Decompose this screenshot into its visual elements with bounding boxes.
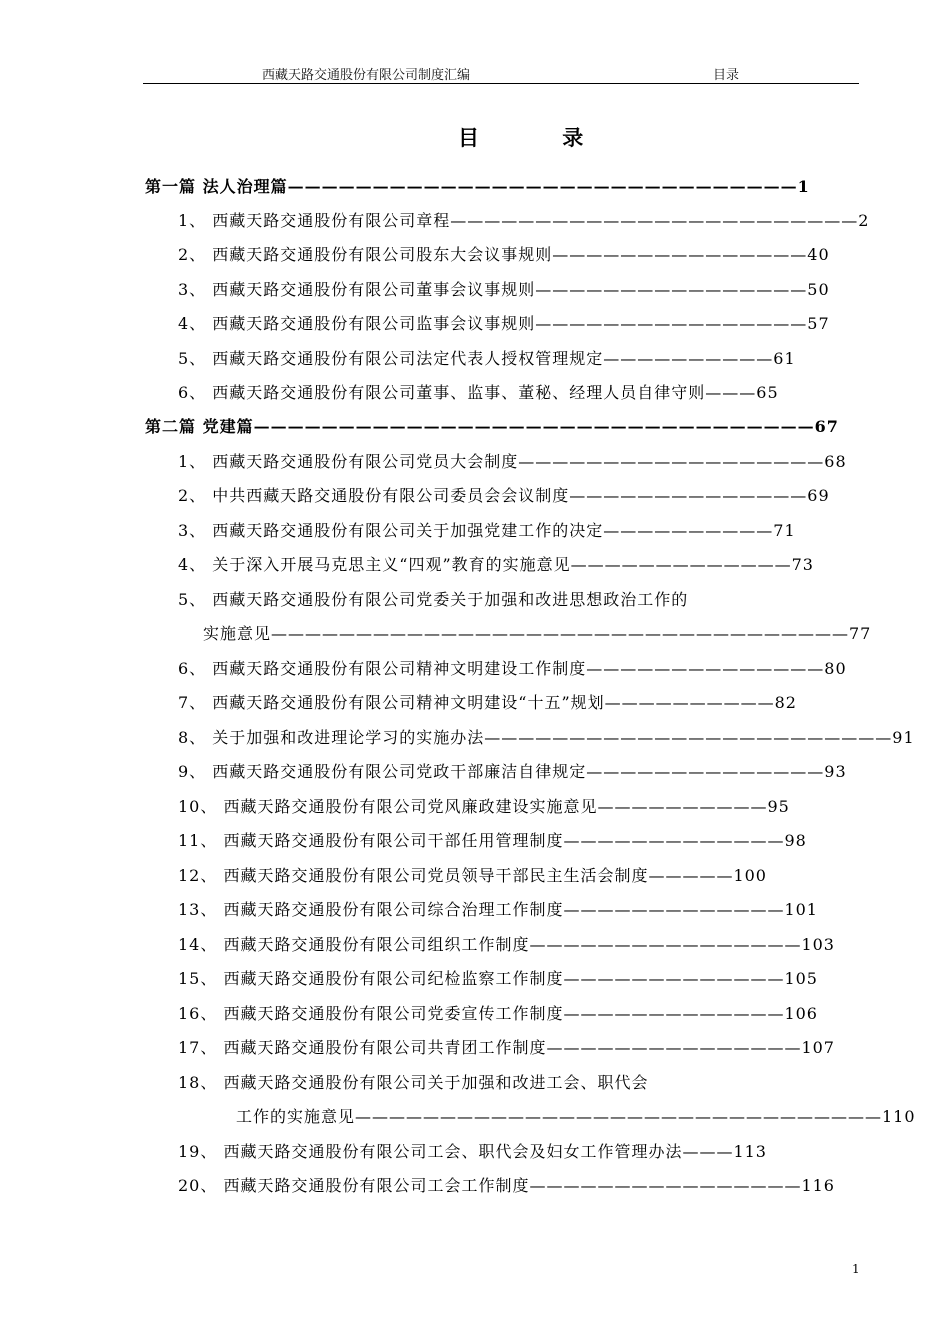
toc-item-continued[interactable]: 工作的实施意见———————————————————————————————110 [236,1107,916,1126]
toc-item[interactable]: 16、 西藏天路交通股份有限公司党委宣传工作制度—————————————106 [178,1004,818,1023]
toc-item[interactable]: 6、 西藏天路交通股份有限公司精神文明建设工作制度——————————————80 [178,659,847,678]
toc-part-2[interactable]: 第二篇 党建篇—————————————————————————————————67 [145,417,839,436]
header-right: 目录 [713,68,740,83]
toc-item[interactable]: 4、 西藏天路交通股份有限公司监事会议事规则————————————————57 [178,314,830,333]
toc-item[interactable]: 5、 西藏天路交通股份有限公司法定代表人授权管理规定——————————61 [178,349,796,368]
toc-item[interactable]: 10、 西藏天路交通股份有限公司党风廉政建设实施意见——————————95 [178,797,790,816]
header-left: 西藏天路交通股份有限公司制度汇编 [262,68,471,83]
toc-item[interactable]: 20、 西藏天路交通股份有限公司工会工作制度————————————————116 [178,1176,835,1195]
toc-item[interactable]: 3、 西藏天路交通股份有限公司关于加强党建工作的决定——————————71 [178,521,796,540]
page-title: 目 录 [458,125,622,150]
toc-item-continued[interactable]: 实施意见——————————————————————————————————77 [203,624,872,643]
toc-item[interactable]: 12、 西藏天路交通股份有限公司党员领导干部民主生活会制度—————100 [178,866,767,885]
page-number: 1 [852,1262,860,1276]
toc-item[interactable]: 2、 西藏天路交通股份有限公司股东大会议事规则———————————————40 [178,245,830,264]
toc-item[interactable]: 1、 西藏天路交通股份有限公司党员大会制度——————————————————68 [178,452,847,471]
toc-item[interactable]: 4、 关于深入开展马克思主义“四观”教育的实施意见—————————————73 [178,555,814,574]
toc-item[interactable]: 7、 西藏天路交通股份有限公司精神文明建设“十五”规划——————————82 [178,693,797,712]
toc-item[interactable]: 15、 西藏天路交通股份有限公司纪检监察工作制度—————————————105 [178,969,818,988]
toc-item[interactable]: 17、 西藏天路交通股份有限公司共青团工作制度———————————————107 [178,1038,835,1057]
toc-item[interactable]: 2、 中共西藏天路交通股份有限公司委员会会议制度——————————————69 [178,486,830,505]
toc-item[interactable]: 1、 西藏天路交通股份有限公司章程————————————————————————2 [178,211,870,230]
toc-item[interactable]: 11、 西藏天路交通股份有限公司干部任用管理制度—————————————98 [178,831,807,850]
toc-item[interactable]: 13、 西藏天路交通股份有限公司综合治理工作制度—————————————101 [178,900,818,919]
toc-item[interactable]: 9、 西藏天路交通股份有限公司党政干部廉洁自律规定——————————————93 [178,762,847,781]
toc-item[interactable]: 14、 西藏天路交通股份有限公司组织工作制度————————————————103 [178,935,835,954]
toc-item[interactable]: 5、 西藏天路交通股份有限公司党委关于加强和改进思想政治工作的 [178,590,689,609]
toc-part-1[interactable]: 第一篇 法人治理篇——————————————————————————————1 [145,177,810,196]
toc-item[interactable]: 19、 西藏天路交通股份有限公司工会、职代会及妇女工作管理办法———113 [178,1142,767,1161]
toc-item[interactable]: 3、 西藏天路交通股份有限公司董事会议事规则————————————————50 [178,280,830,299]
toc-item[interactable]: 18、 西藏天路交通股份有限公司关于加强和改进工会、职代会 [178,1073,649,1092]
toc-item[interactable]: 6、 西藏天路交通股份有限公司董事、监事、董秘、经理人员自律守则———65 [178,383,779,402]
toc-item[interactable]: 8、 关于加强和改进理论学习的实施办法————————————————————————91 [178,728,915,747]
header-rule [143,83,859,84]
